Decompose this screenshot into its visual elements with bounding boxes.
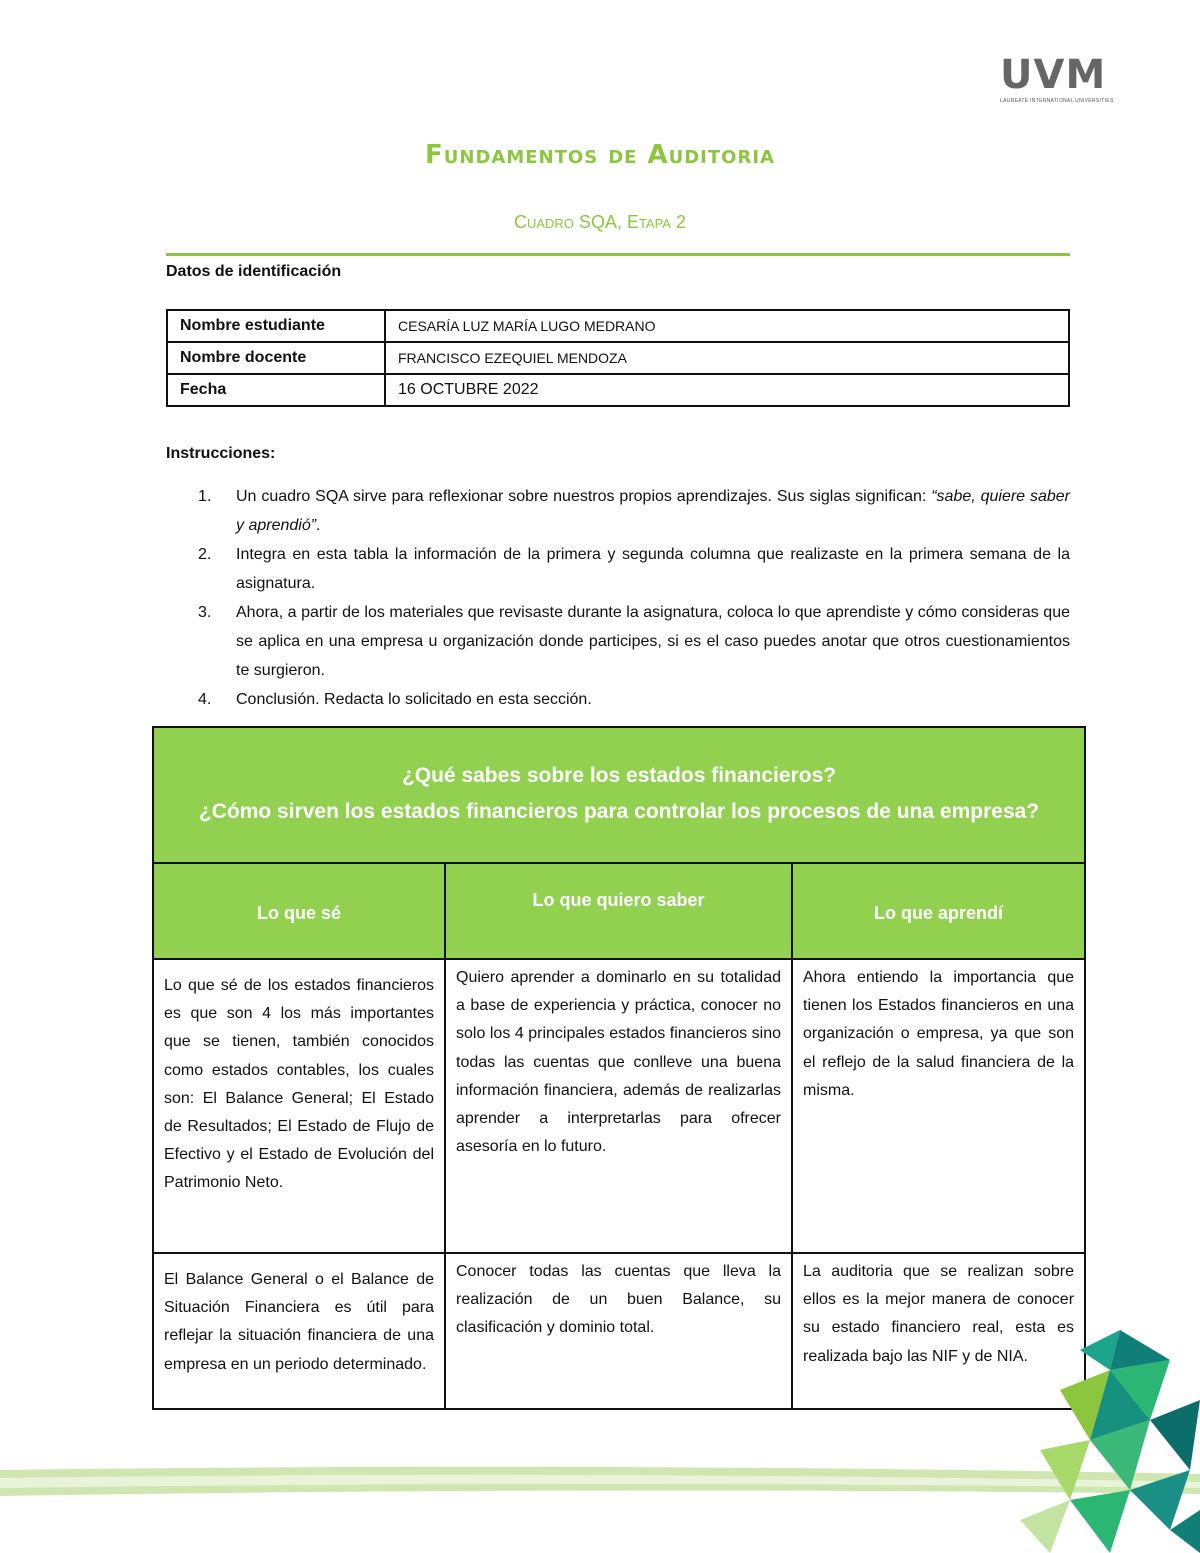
date-label: Fecha <box>167 374 385 406</box>
list-item <box>198 685 1070 714</box>
column-header-se: Lo que sé <box>153 863 445 959</box>
cell-se-2: El Balance General o el Balance de Situación Financiera es útil para reflejar la situación financiera de una empresa en un periodo determinado. <box>153 1253 445 1409</box>
item-number: 2. <box>198 546 212 563</box>
item-text: Un cuadro SQA sirve para reflexionar sobre nuestros propios aprendizajes. Sus siglas significan: <box>236 488 932 505</box>
item-end: . <box>316 517 321 534</box>
date-value: 16 OCTUBRE 2022 <box>385 374 1069 406</box>
table-row <box>153 727 1085 863</box>
list-item <box>198 540 1070 598</box>
item-text: Integra en esta tabla la información de la primera y segunda columna que realizaste en la primera semana de la asignatura. <box>236 546 1070 592</box>
item-number: 4. <box>198 691 212 708</box>
item-text: Ahora, a partir de los materiales que revisaste durante la asignatura, coloca lo que aprendiste y cómo consideras que se aplica en una empresa u organización donde participes, si es el caso puedes anotar que otros cuestionamientos te surgieron. <box>236 604 1070 679</box>
teacher-label: Nombre docente <box>167 342 385 374</box>
item-text: Conclusión. Redacta lo solicitado en esta sección. <box>236 691 592 708</box>
sqa-table <box>152 726 1086 1410</box>
item-number: 1. <box>198 488 212 505</box>
item-number: 3. <box>198 604 212 621</box>
logo-text: UVM <box>1000 52 1107 98</box>
document-title: Fundamentos de Auditoria <box>425 140 775 170</box>
cell-aprendi-2: La auditoria que se realizan sobre ellos es la mejor manera de conocer su estado financiero real, esta es realizada bajo las NIF y de NIA. <box>792 1253 1085 1409</box>
student-label: Nombre estudiante <box>167 310 385 342</box>
sqa-question-header <box>153 727 1085 863</box>
list-item <box>198 598 1070 685</box>
table-row <box>167 310 1069 342</box>
question-2: ¿Cómo sirven los estados financieros para controlar los procesos de una empresa? <box>198 800 1040 823</box>
column-header-aprendi: Lo que aprendí <box>792 863 1085 959</box>
cell-quiero-2: Conocer todas las cuentas que lleva la realización de un buen Balance, su clasificación y dominio total. <box>445 1253 792 1409</box>
student-value: CESARÍA LUZ MARÍA LUGO MEDRANO <box>385 310 1069 342</box>
table-row <box>153 1253 1085 1409</box>
title-divider <box>166 253 1070 256</box>
item-italic: “sabe, quiere saber y aprendió” <box>236 488 1070 534</box>
uvm-logo <box>1000 52 1122 108</box>
list-item <box>198 482 1070 540</box>
table-row <box>153 959 1085 1253</box>
question-1: ¿Qué sabes sobre los estados financieros? <box>401 764 837 787</box>
table-row <box>167 374 1069 406</box>
column-header-quiero-saber: Lo que quiero saber <box>445 863 792 959</box>
teacher-value: FRANCISCO EZEQUIEL MENDOZA <box>385 342 1069 374</box>
document-subtitle: Cuadro SQA, Etapa 2 <box>513 212 686 232</box>
cell-quiero-1: Quiero aprender a dominarlo en su totalidad a base de experiencia y práctica, conocer no solo los 4 principales estados financieros sino todas las cuentas que conlleve una buena información financiera, además de realizarlas aprender a interpretarlas para ofrecer asesoría en lo futuro. <box>445 959 792 1253</box>
identification-heading: Datos de identificación <box>166 263 342 280</box>
instructions-heading: Instrucciones: <box>166 445 276 462</box>
decorative-polygon-art <box>1020 1330 1200 1553</box>
table-row <box>167 342 1069 374</box>
instructions-list <box>166 482 1070 714</box>
cell-se-1: Lo que sé de los estados financieros es que son 4 los más importantes que se tienen, también conocidos como estados contables, los cuales son: El Balance General; El Estado de Resultados; El Estado de Flujo de Efectivo y el Estado de Evolución del Patrimonio Neto. <box>153 959 445 1253</box>
identification-table <box>166 309 1070 407</box>
logo-tagline: LAUREATE INTERNATIONAL UNIVERSITIES <box>1000 98 1114 104</box>
cell-aprendi-1: Ahora entiendo la importancia que tienen los Estados financieros en una organización o empresa, ya que son el reflejo de la salud financiera de la misma. <box>792 959 1085 1253</box>
table-row <box>153 863 1085 959</box>
